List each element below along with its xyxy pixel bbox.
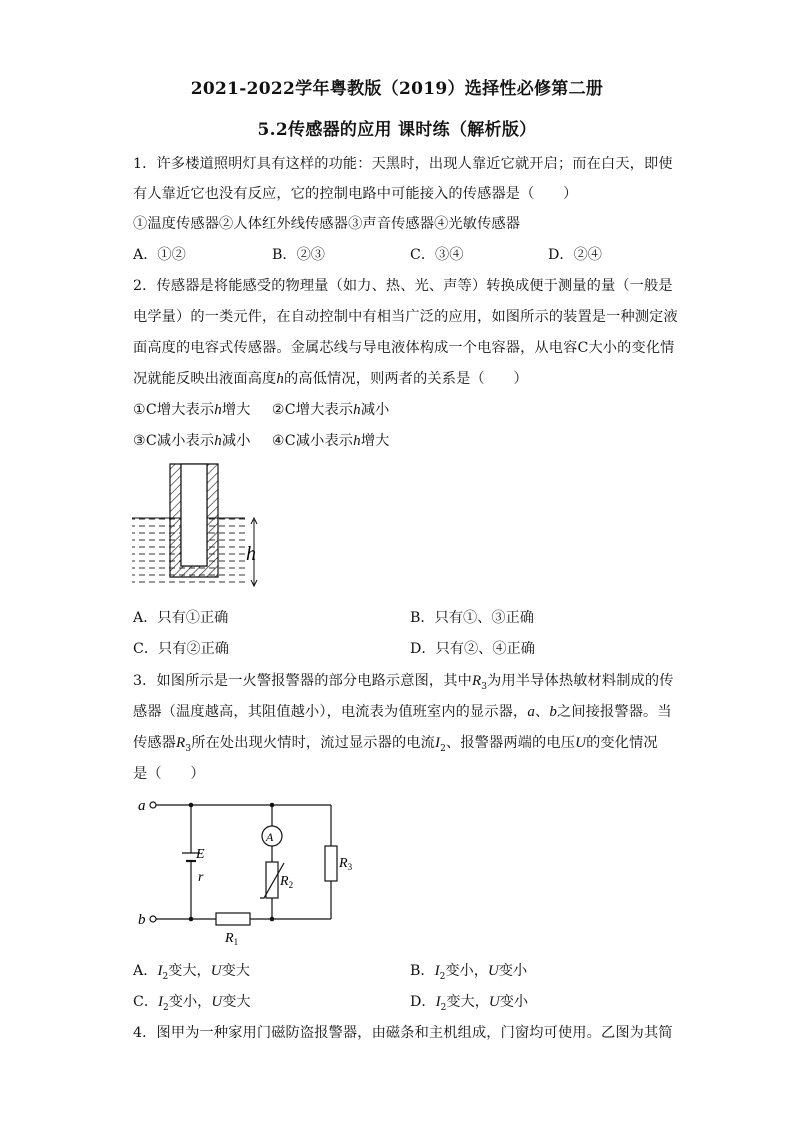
q2-stem-line3: 面高度的电容式传感器。金属芯线与导电液体构成一个电容器，从电容C大小的变化情 — [133, 340, 675, 356]
fire-alarm-circuit — [136, 795, 366, 955]
q3-stem-line4: 是（ ） — [133, 766, 205, 782]
q3-option-c[interactable]: C．$I_2$变小，U变大 — [133, 994, 251, 1013]
q3-option-a[interactable]: A．$I_2$变大，U变大 — [133, 963, 250, 982]
q3-stem-line1: 3．如图所示是一火警报警器的部分电路示意图，其中$R_3$为用半导体热敏材料制成的传 — [133, 673, 674, 692]
internal-resistance-label: r — [198, 870, 204, 885]
document-subtitle: 5.2传感器的应用 课时练（解析版） — [257, 120, 537, 140]
q2-statement-4: ④C减小表示h增大 — [271, 433, 390, 449]
document-title: 2021-2022学年粤教版（2019）选择性必修第二册 — [190, 79, 604, 99]
q1-stem-line1: 1．许多楼道照明灯具有这样的功能：天黑时，出现人靠近它就开启；而在白天，即使 — [133, 156, 673, 172]
thermistor-r2 — [266, 862, 278, 898]
metal-core-cavity — [181, 464, 207, 566]
q2-statements-row2 — [133, 430, 390, 450]
q2-stem-line4: 况就能反映出液面高度h的高低情况，则两者的关系是（ ） — [133, 371, 528, 387]
r3-label: $R_3$ — [339, 856, 353, 872]
terminal-b-node — [150, 916, 156, 922]
emf-label: E — [196, 847, 205, 862]
q2-stem-line2: 电学量）的一类元件，在自动控制中有相当广泛的应用，如图所示的装置是一种测定液 — [133, 309, 678, 325]
q3-option-b[interactable]: B．$I_2$变小，U变小 — [410, 963, 528, 982]
q2-statement-2: ②C增大表示h减小 — [271, 402, 390, 418]
q2-statement-3: ③C减小表示h减小 — [133, 433, 251, 449]
q2-option-a[interactable]: A．只有①正确 — [133, 610, 229, 626]
height-label: h — [246, 543, 256, 565]
q3-stem-line2: 感器（温度越高，其阻值越小），电流表为值班室内的显示器，a、b之间接报警器。当 — [133, 704, 672, 720]
resistor-r3 — [325, 846, 337, 881]
q2-option-b[interactable]: B．只有①、③正确 — [410, 610, 534, 626]
q2-option-c[interactable]: C．只有②正确 — [133, 641, 229, 657]
ammeter-label: A — [266, 830, 274, 844]
resistor-r1 — [216, 913, 250, 925]
terminal-a-label: a — [138, 798, 146, 814]
q2-statements-row1 — [133, 399, 390, 419]
terminal-a-node — [150, 802, 156, 808]
q1-stem-line2: 有人靠近它也没有反应，它的控制电路中可能接入的传感器是（ ） — [133, 186, 578, 202]
q1-option-a[interactable]: A．①② — [133, 247, 186, 263]
q4-stem-line1: 4．图甲为一种家用门磁防盗报警器，由磁条和主机组成，门窗均可使用。乙图为其简 — [133, 1025, 673, 1041]
r1-label: $R_1$ — [225, 931, 239, 947]
q1-option-d[interactable]: D．②④ — [548, 247, 602, 263]
q2-stem-line1: 2．传感器是将能感受的物理量（如力、热、光、声等）转换成便于测量的量（一般是 — [133, 278, 673, 294]
q3-option-d[interactable]: D．$I_2$变大，U变小 — [410, 994, 529, 1013]
terminal-b-label: b — [138, 912, 146, 928]
capacitive-sensor-figure — [128, 460, 278, 595]
r2-label: $R_2$ — [280, 874, 294, 890]
q1-option-b[interactable]: B．②③ — [272, 247, 325, 263]
q1-option-c[interactable]: C．③④ — [410, 247, 464, 263]
q2-option-d[interactable]: D．只有②、④正确 — [410, 641, 535, 657]
q3-stem-line3: 传感器$R_3$所在处出现火情时，流过显示器的电流$I_2$、报警器两端的电压U的变化情况 — [133, 735, 658, 754]
q1-statements: ①温度传感器②人体红外线传感器③声音传感器④光敏传感器 — [133, 216, 521, 232]
q2-statement-1: ①C增大表示h增大 — [133, 402, 251, 418]
